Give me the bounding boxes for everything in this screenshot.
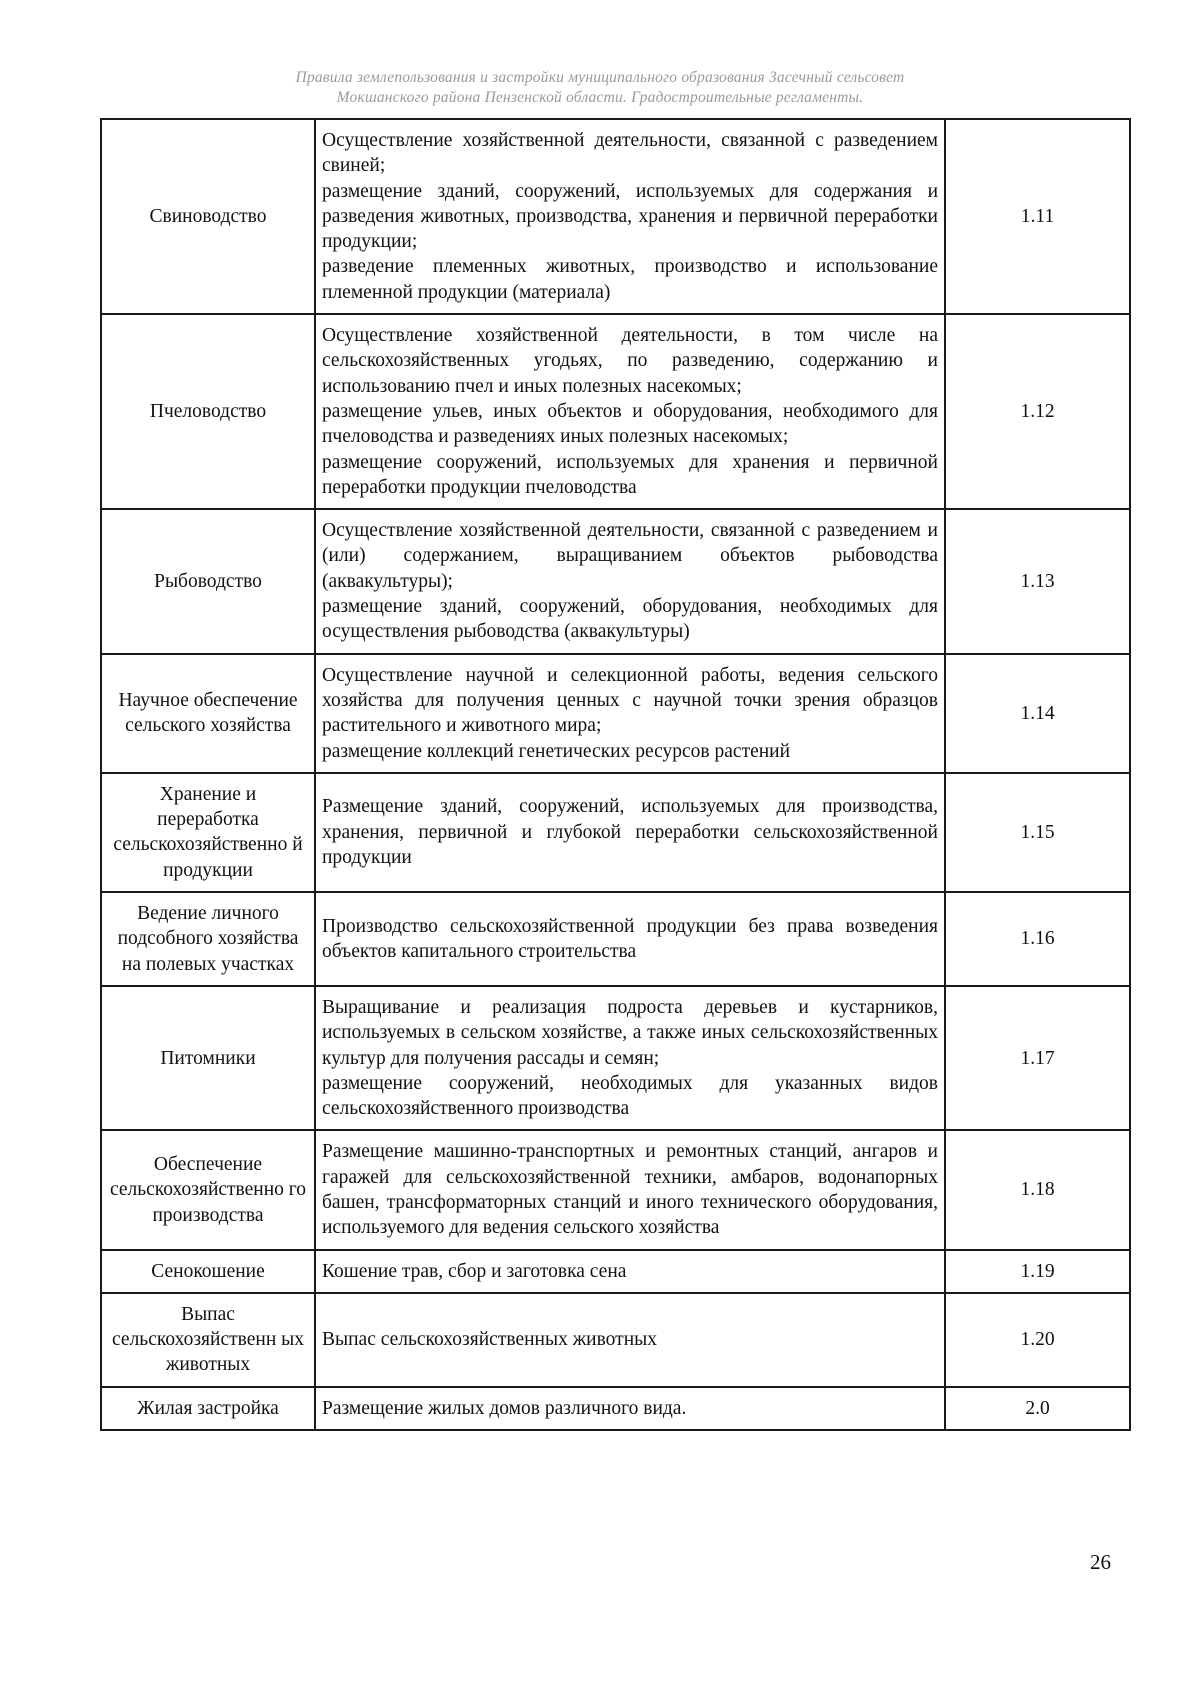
table-row [101,1250,1130,1293]
description-paragraph: Размещение жилых домов различного вида. [322,1397,687,1419]
description-paragraph: Осуществление хозяйственной деятельности, связанной с разведением свиней; [322,130,938,177]
land-use-type-code: 1.16 [945,892,1130,986]
land-use-type-name: Питомники [101,986,315,1130]
land-use-type-code: 1.11 [945,119,1130,314]
land-use-type-code: 1.13 [945,509,1130,653]
description-paragraph: разведение племенных животных, производство и использование племенной продукции (материала) [322,256,938,303]
land-use-type-code: 1.17 [945,986,1130,1130]
description-paragraph: Выращивание и реализация подроста деревьев и кустарников, используемых в сельском хозяйстве, а также иных сельскохозяйственных культур для получения рассады и семян; [322,996,938,1069]
land-use-type-description [315,892,945,986]
land-use-type-name: Хранение и переработка сельскохозяйственно й продукции [101,773,315,892]
table-row [101,1130,1130,1249]
land-use-type-code: 1.14 [945,654,1130,773]
description-paragraph: Осуществление хозяйственной деятельности, в том числе на сельскохозяйственных угодьях, по разведению, содержанию и использованию пчел и иных полезных насекомых; [322,325,938,397]
table-row [101,773,1130,892]
land-use-type-code: 1.19 [945,1250,1130,1293]
table-row [101,509,1130,653]
table-row [101,119,1130,314]
land-use-type-description [315,773,945,892]
table-row [101,986,1130,1130]
description-paragraph: Размещение зданий, сооружений, используемых для производства, хранения, первичной и глубокой переработки сельскохозяйственной продукции [322,796,938,869]
land-use-type-description [315,314,945,509]
table-row [101,1293,1130,1387]
land-use-type-description [315,986,945,1130]
description-paragraph: размещение коллекций генетических ресурсов растений [322,740,791,762]
land-use-type-description [315,509,945,653]
table-row [101,654,1130,773]
land-use-type-code: 1.18 [945,1130,1130,1249]
land-use-type-code: 2.0 [945,1387,1130,1430]
land-use-type-code: 1.12 [945,314,1130,509]
land-use-regulations-table [100,118,1131,1431]
running-header-line-1: Правила землепользования и застройки муниципального образования Засечный сельсовет [295,69,905,86]
description-paragraph: размещение зданий, сооружений, используемых для содержания и разведения животных, производства, хранения и первичной переработки продукции; [322,180,938,253]
land-use-type-description [315,654,945,773]
land-use-type-description [315,119,945,314]
land-use-type-name: Пчеловодство [101,314,315,509]
table-row [101,1387,1130,1430]
description-paragraph: Кошение трав, сбор и заготовка сена [322,1260,627,1282]
description-paragraph: Осуществление научной и селекционной работы, ведения сельского хозяйства для получения ценных с научной точки зрения образцов растительного и животного мира; [322,664,938,737]
table-row [101,892,1130,986]
land-use-type-description [315,1250,945,1293]
description-paragraph: размещение ульев, иных объектов и оборудования, необходимого для пчеловодства и разведениях иных полезных насекомых; [322,400,938,448]
land-use-type-name: Свиноводство [101,119,315,314]
land-use-type-description [315,1387,945,1430]
description-paragraph: Осуществление хозяйственной деятельности, связанной с разведением и (или) содержанием, выращиванием объектов рыбоводства (аквакультуры); [322,520,938,592]
description-paragraph: размещение зданий, сооружений, оборудования, необходимых для осуществления рыбоводства (аквакультуры) [322,596,938,643]
description-paragraph: размещение сооружений, используемых для хранения и первичной переработки продукции пчеловодства [322,451,938,498]
table-row [101,314,1130,509]
land-use-type-name: Выпас сельскохозяйственн ых животных [101,1293,315,1387]
land-use-type-description [315,1130,945,1249]
land-use-type-code: 1.15 [945,773,1130,892]
table-body [101,119,1130,1430]
page-number: 26 [1090,1550,1111,1574]
land-use-type-name: Обеспечение сельскохозяйственно го производства [101,1130,315,1249]
land-use-type-name: Сенокошение [101,1250,315,1293]
land-use-type-description [315,1293,945,1387]
land-use-type-name: Научное обеспечение сельского хозяйства [101,654,315,773]
description-paragraph: Размещение машинно-транспортных и ремонтных станций, ангаров и гаражей для сельскохозяйственной техники, амбаров, водонапорных башен, трансформаторных станций и иного технического оборудования, используемого для ведения сельского хозяйства [322,1141,938,1239]
land-use-type-code: 1.20 [945,1293,1130,1387]
running-header-line-2: Мокшанского района Пензенской области. Градостроительные регламенты. [336,89,864,106]
description-paragraph: размещение сооружений, необходимых для указанных видов сельскохозяйственного производства [322,1072,938,1120]
running-header [100,68,1100,108]
description-paragraph: Производство сельскохозяйственной продукции без права возведения объектов капитального строительства [322,915,938,962]
description-paragraph: Выпас сельскохозяйственных животных [322,1329,657,1351]
land-use-type-name: Ведение личного подсобного хозяйства на полевых участках [101,892,315,986]
land-use-type-name: Жилая застройка [101,1387,315,1430]
land-use-type-name: Рыбоводство [101,509,315,653]
